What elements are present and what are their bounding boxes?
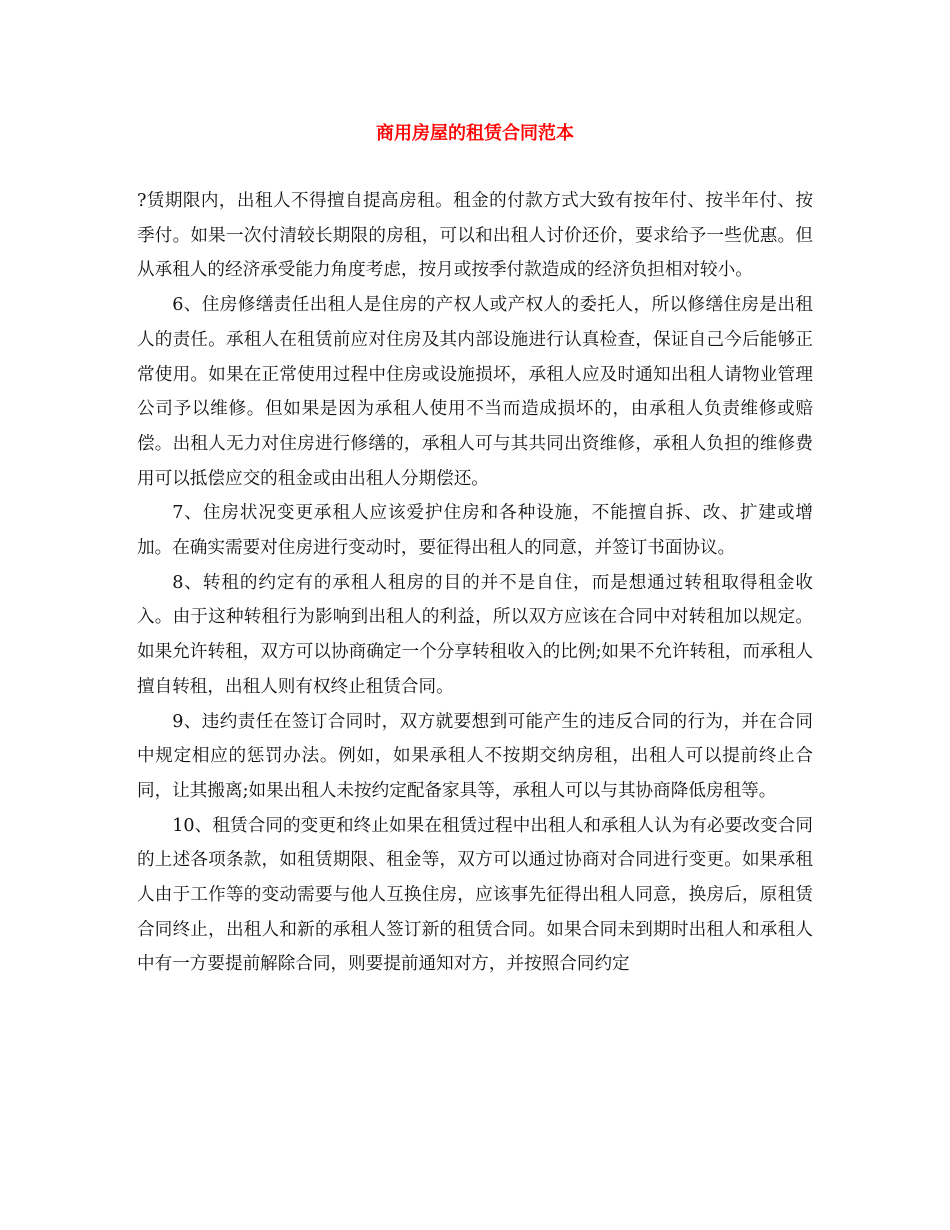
document-title: 商用房屋的租赁合同范本	[376, 123, 574, 144]
paragraph-contract-change-termination: 10、租赁合同的变更和终止如果在租赁过程中出租人和承租人认为有必要改变合同的上述各项条款，如租赁期限、租金等，双方可以通过协商对合同进行变更。如果承租人由于工作等的变动需要与他人互换住房，应该事先征得出租人同意，换房后，原租赁合同终止，出租人和新的承租人签订新的租赁合同。如果合同未到期时出租人和承租人中有一方要提前解除合同，则要提前通知对方，并按照合同约定	[137, 815, 813, 975]
paragraph-lease-term: ?赁期限内，出租人不得擅自提高房租。租金的付款方式大致有按年付、按半年付、按季付。如果一次付清较长期限的房租，可以和出租人讨价还价，要求给予一些优惠。但从承租人的经济承受能力角度考虑，按月或按季付款造成的经济负担相对较小。	[137, 191, 813, 281]
paragraph-breach-liability: 9、违约责任在签订合同时，双方就要想到可能产生的违反合同的行为，并在合同中规定相应的惩罚办法。例如，如果承租人不按期交纳房租，出租人可以提前终止合同，让其搬离;如果出租人未按约定配备家具等，承租人可以与其协商降低房租等。	[137, 711, 813, 801]
paragraph-repair-responsibility: 6、住房修缮责任出租人是住房的产权人或产权人的委托人，所以修缮住房是出租人的责任。承租人在租赁前应对住房及其内部设施进行认真检查，保证自己今后能够正常使用。如果在正常使用过程中住房或设施损坏，承租人应及时通知出租人请物业管理公司予以维修。但如果是因为承租人使用不当而造成损坏的，由承租人负责维修或赔偿。出租人无力对住房进行修缮的，承租人可与其共同出资维修，承租人负担的维修费用可以抵偿应交的租金或由出租人分期偿还。	[137, 295, 813, 489]
document-body	[137, 184, 813, 982]
paragraph-sublease: 8、转租的约定有的承租人租房的目的并不是自住，而是想通过转租取得租金收入。由于这种转租行为影响到出租人的利益，所以双方应该在合同中对转租加以规定。如果允许转租，双方可以协商确定一个分享转租收入的比例;如果不允许转租，而承租人擅自转租，出租人则有权终止租赁合同。	[137, 572, 813, 697]
paragraph-housing-changes: 7、住房状况变更承租人应该爱护住房和各种设施，不能擅自拆、改、扩建或增加。在确实需要对住房进行变动时，要征得出租人的同意，并签订书面协议。	[137, 503, 813, 559]
